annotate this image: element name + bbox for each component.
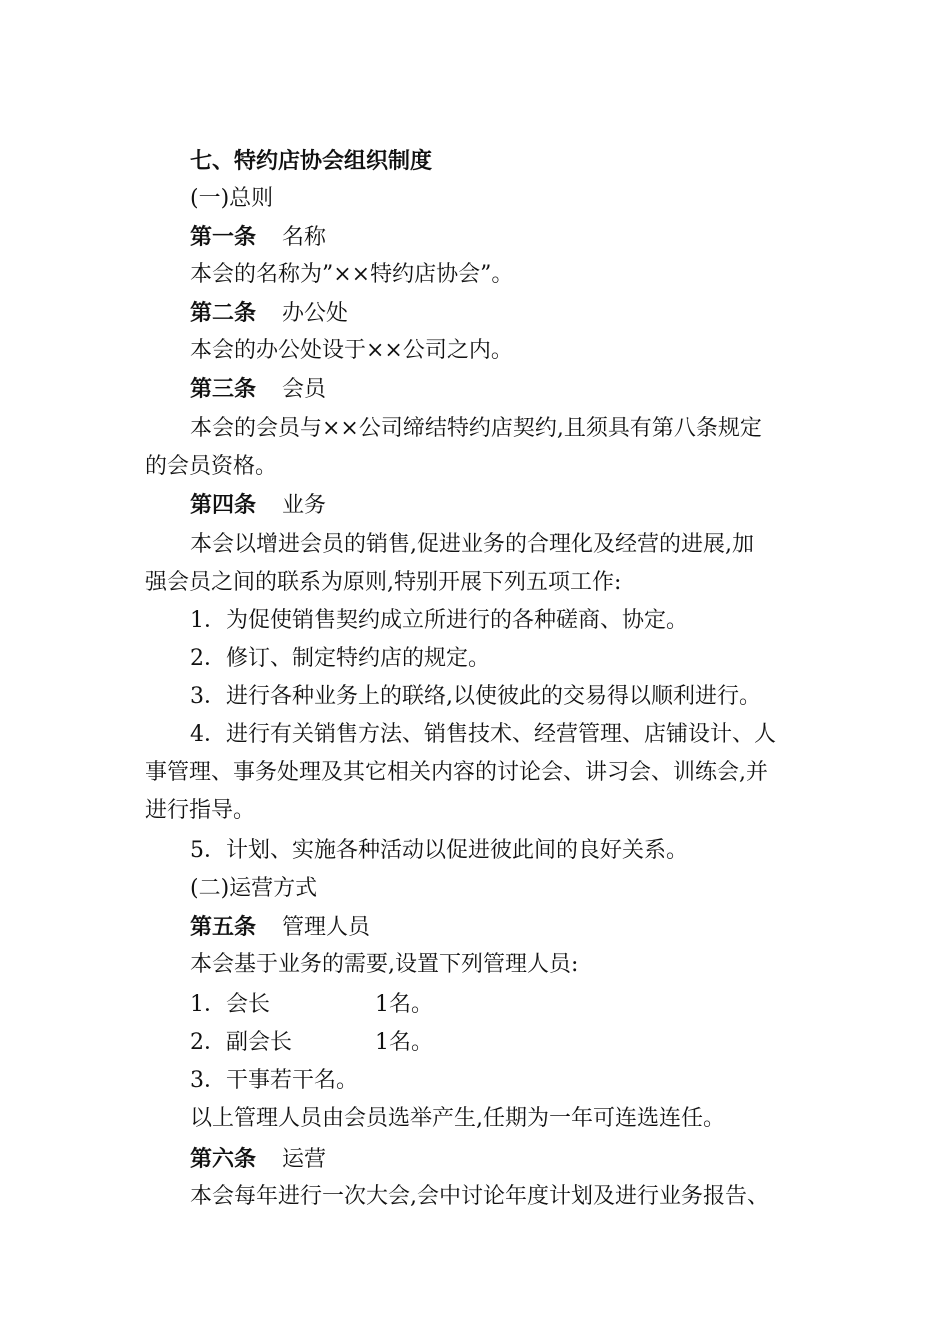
article-4-item-3: 3．进行各种业务上的联络,以使彼此的交易得以顺利进行。 bbox=[190, 684, 761, 709]
article-4-name: 业务 bbox=[282, 493, 327, 518]
article-3-text-line-1: 本会的会员与××公司缔结特约店契约,且须具有第八条规定 bbox=[190, 416, 762, 441]
article-3-number: 第三条 bbox=[190, 376, 257, 402]
article-5-item-1-count: 1名。 bbox=[375, 992, 433, 1017]
article-5-item-2 bbox=[190, 1028, 590, 1058]
article-6-text: 本会每年进行一次大会,会中讨论年度计划及进行业务报告、 bbox=[190, 1184, 769, 1209]
article-1-heading bbox=[190, 222, 326, 253]
article-4-text-line-2: 强会员之间的联系为原则,特别开展下列五项工作: bbox=[145, 570, 622, 595]
article-2-heading bbox=[190, 298, 348, 329]
section-heading-operations: (二)运营方式 bbox=[190, 876, 318, 901]
article-4-item-4-line-3: 进行指导。 bbox=[145, 798, 256, 823]
article-6-heading bbox=[190, 1144, 326, 1175]
article-1-name: 名称 bbox=[282, 225, 327, 250]
article-5-name: 管理人员 bbox=[282, 915, 371, 940]
article-3-heading bbox=[190, 374, 326, 405]
article-5-item-2-role: 2．副会长 bbox=[190, 1030, 292, 1055]
article-5-item-3: 3．干事若干名。 bbox=[190, 1068, 358, 1093]
section-heading-general: (一)总则 bbox=[190, 186, 274, 211]
article-4-item-5: 5．计划、实施各种活动以促进彼此间的良好关系。 bbox=[190, 838, 688, 863]
article-4-text-line-1: 本会以增进会员的销售,促进业务的合理化及经营的进展,加 bbox=[190, 532, 754, 557]
article-5-item-1 bbox=[190, 990, 590, 1020]
article-4-item-2: 2．修订、制定特约店的规定。 bbox=[190, 646, 490, 671]
document-title: 七、特约店协会组织制度 bbox=[190, 148, 433, 174]
article-5-item-2-count: 1名。 bbox=[375, 1030, 433, 1055]
article-1-number: 第一条 bbox=[190, 224, 257, 250]
article-5-note: 以上管理人员由会员选举产生,任期为一年可连选连任。 bbox=[190, 1106, 725, 1131]
article-5-text: 本会基于业务的需要,设置下列管理人员: bbox=[190, 952, 579, 977]
article-3-text-line-2: 的会员资格。 bbox=[145, 454, 278, 479]
article-4-number: 第四条 bbox=[190, 492, 257, 518]
article-4-item-4-line-2: 事管理、事务处理及其它相关内容的讨论会、讲习会、训练会,并 bbox=[145, 760, 768, 785]
article-6-number: 第六条 bbox=[190, 1146, 257, 1172]
article-1-text: 本会的名称为”××特约店协会”。 bbox=[190, 262, 514, 287]
article-5-number: 第五条 bbox=[190, 914, 257, 940]
article-6-name: 运营 bbox=[282, 1147, 327, 1172]
article-2-name: 办公处 bbox=[282, 301, 349, 326]
article-4-item-4-line-1: 4．进行有关销售方法、销售技术、经营管理、店铺设计、人 bbox=[190, 722, 776, 747]
article-3-name: 会员 bbox=[282, 377, 327, 402]
article-2-number: 第二条 bbox=[190, 300, 257, 326]
article-4-heading bbox=[190, 490, 326, 521]
article-2-text: 本会的办公处设于××公司之内。 bbox=[190, 338, 513, 363]
article-4-item-1: 1．为促使销售契约成立所进行的各种磋商、协定。 bbox=[190, 608, 688, 633]
article-5-heading bbox=[190, 912, 370, 943]
article-5-item-1-role: 1．会长 bbox=[190, 992, 270, 1017]
